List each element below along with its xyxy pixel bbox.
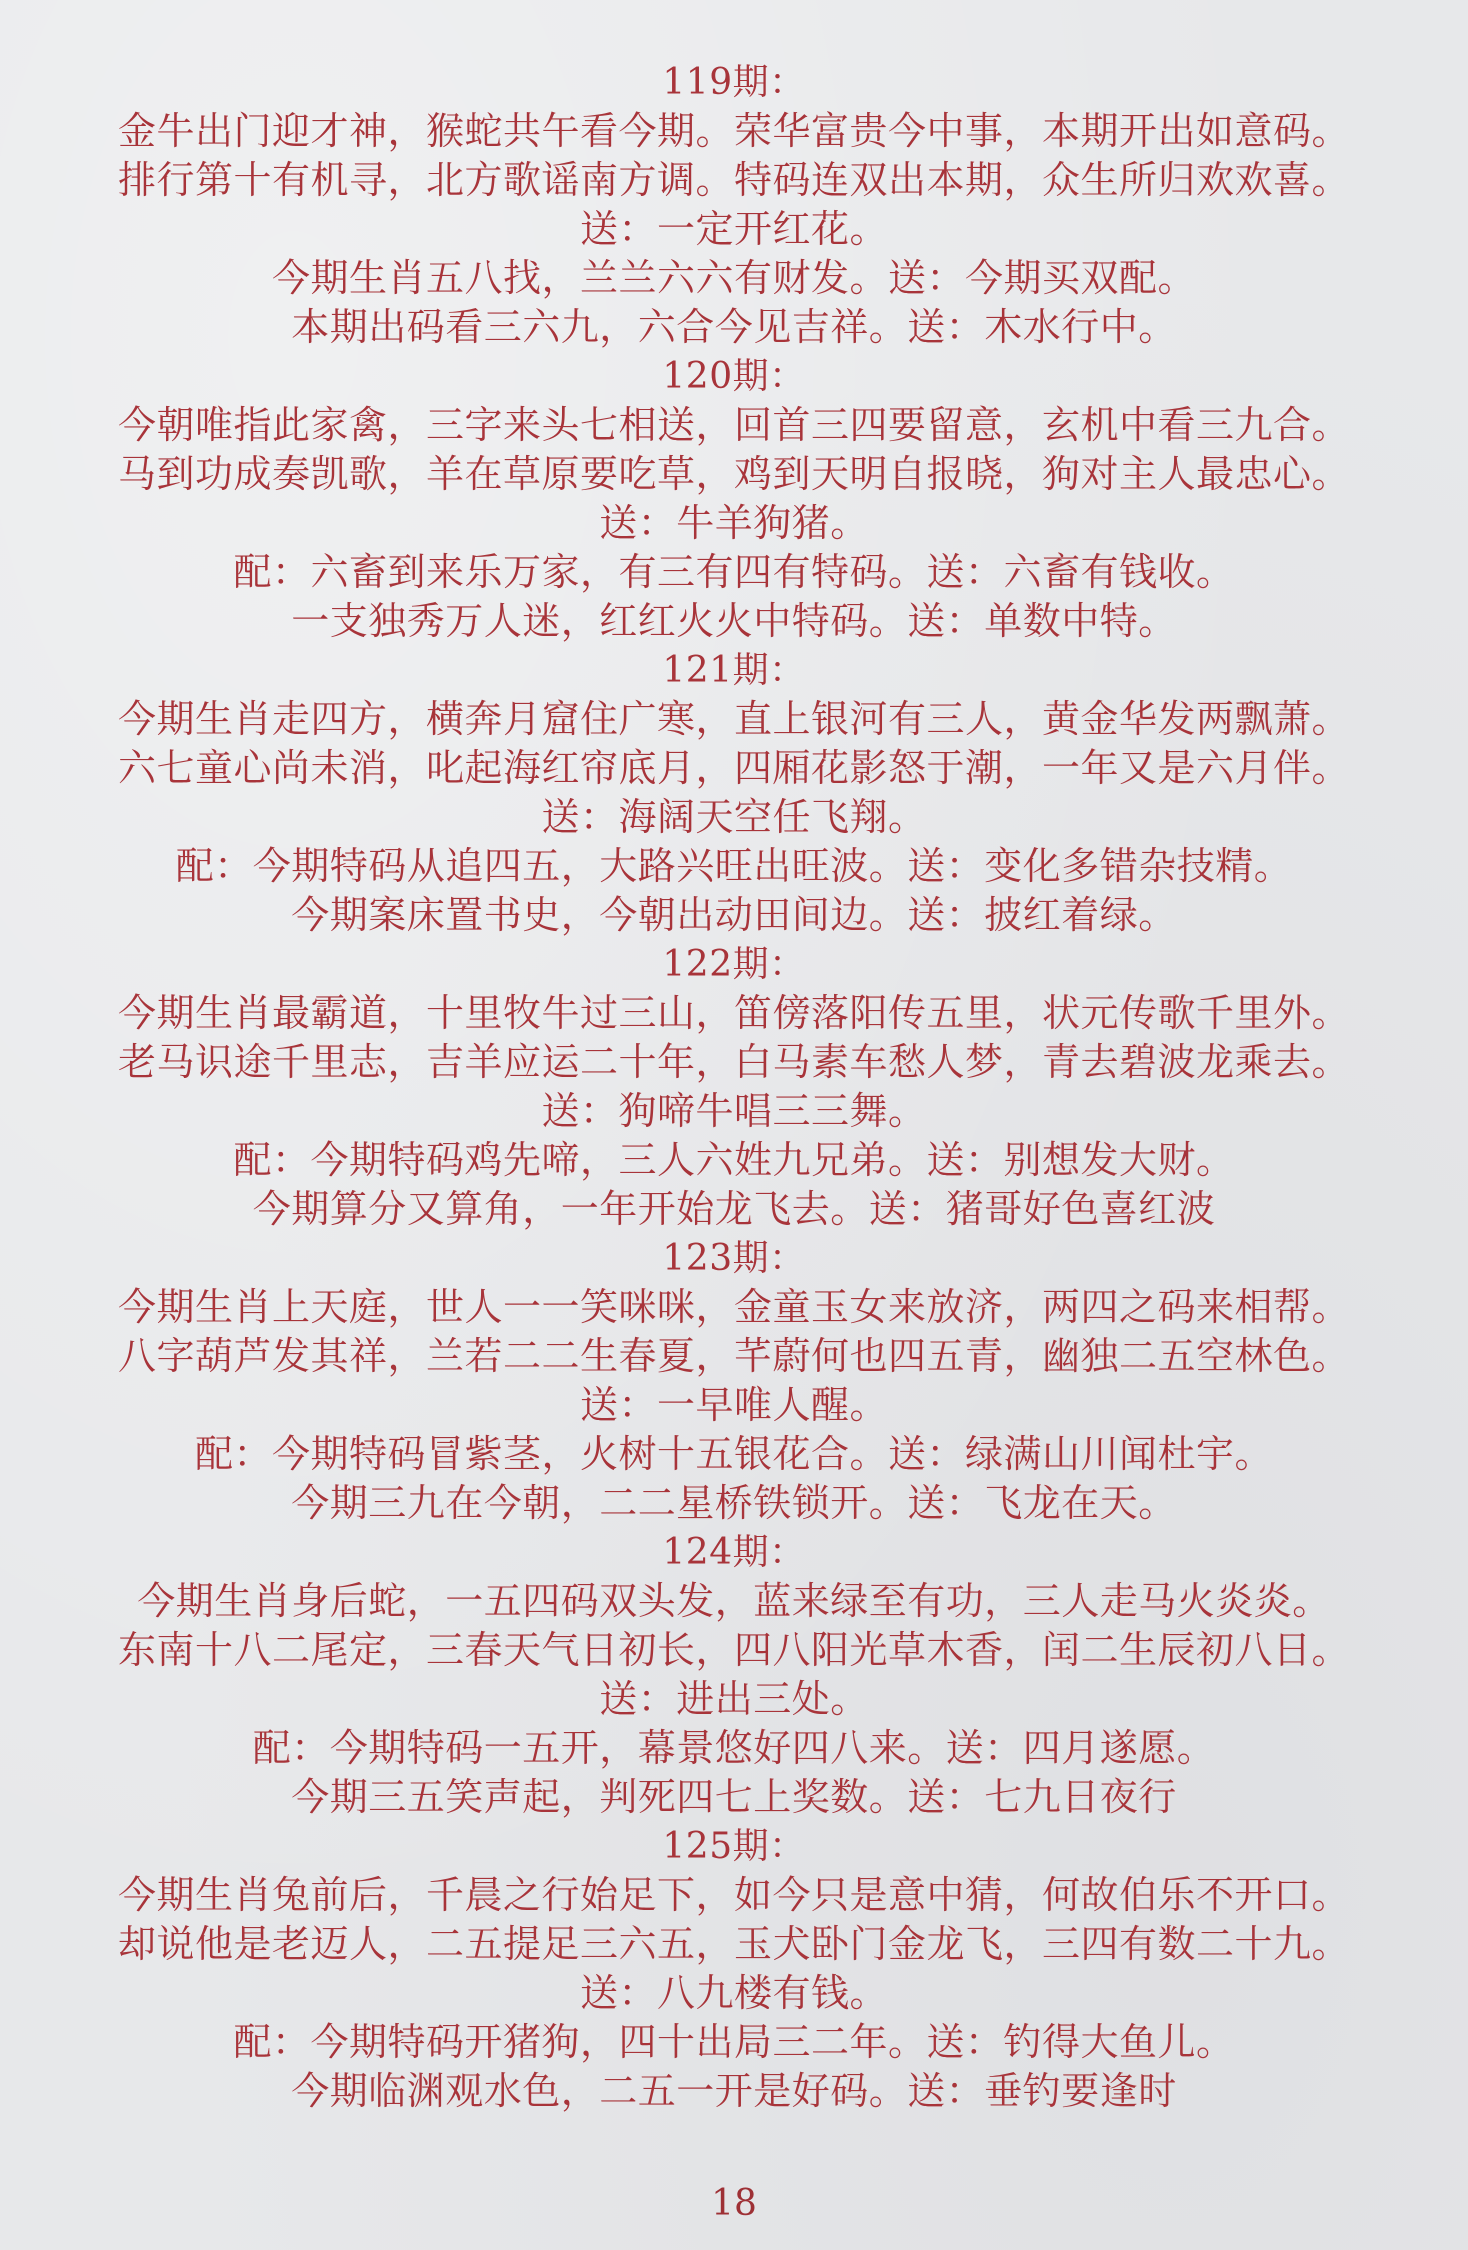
verse-line: 东南十八二尾定，三春天气日初长，四八阳光草木香，闰二生辰初八日。 — [117, 1628, 1350, 1672]
verse-line: 今期生肖最霸道，十里牧牛过三山，笛傍落阳传五里，状元传歌千里外。 — [117, 991, 1350, 1035]
period-heading: 122期： — [662, 944, 806, 985]
verse-line: 排行第十有机寻，北方歌谣南方调。特码连双出本期，众生所归欢欢喜。 — [117, 158, 1350, 202]
period-section — [0, 940, 1468, 1234]
verse-line: 送：进出三处。 — [599, 1677, 869, 1721]
verse-line: 马到功成奏凯歌，羊在草原要吃草，鸡到天明自报晓，狗对主人最忠心。 — [117, 452, 1350, 496]
period-section — [0, 352, 1468, 646]
verse-line: 今期三九在今朝，二二星桥铁锁开。送：飞龙在天。 — [291, 1481, 1177, 1525]
verse-line: 送：牛羊狗猪。 — [599, 501, 869, 545]
verse-line: 配：今期特码一五开，幕景悠好四八来。送：四月遂愿。 — [252, 1726, 1216, 1770]
period-heading: 125期： — [662, 1826, 806, 1867]
verse-line: 配：今期特码冒紫茎，火树十五银花合。送：绿满山川闻杜宇。 — [194, 1432, 1273, 1476]
period-heading: 121期： — [662, 650, 806, 691]
verse-line: 送：一定开红花。 — [579, 207, 888, 251]
verse-line: 今期三五笑声起，判死四七上奖数。送：七九日夜行 — [291, 1775, 1177, 1819]
verse-line: 六七童心尚未消，叱起海红帘底月，四厢花影怒于潮，一年又是六月伴。 — [117, 746, 1350, 790]
verse-line: 今期生肖五八找，兰兰六六有财发。送：今期买双配。 — [271, 256, 1196, 300]
period-section — [0, 1822, 1468, 2116]
verse-line: 送：一早唯人醒。 — [579, 1383, 888, 1427]
prediction-text-block — [0, 58, 1468, 2116]
verse-line: 今期生肖走四方，横奔月窟住广寒，直上银河有三人，黄金华发两飘萧。 — [117, 697, 1350, 741]
verse-line: 八字葫芦发其祥，兰若二二生春夏，芊蔚何也四五青，幽独二五空林色。 — [117, 1334, 1350, 1378]
verse-line: 送：海阔天空任飞翔。 — [541, 795, 927, 839]
verse-line: 配：今期特码鸡先啼，三人六姓九兄弟。送：别想发大财。 — [233, 1138, 1235, 1182]
verse-line: 却说他是老迈人，二五提足三六五，玉犬卧门金龙飞，三四有数二十九。 — [117, 1922, 1350, 1966]
verse-line: 一支独秀万人迷，红红火火中特码。送：单数中特。 — [291, 599, 1177, 643]
period-section — [0, 58, 1468, 352]
period-heading: 119期： — [662, 62, 806, 103]
verse-line: 配：今期特码从追四五，大路兴旺出旺波。送：变化多错杂技精。 — [175, 844, 1293, 888]
verse-line: 配：六畜到来乐万家，有三有四有特码。送：六畜有钱收。 — [233, 550, 1235, 594]
verse-line: 今期生肖上天庭，世人一一笑咪咪，金童玉女来放济，两四之码来相帮。 — [117, 1285, 1350, 1329]
verse-line: 今期案床置书史，今朝出动田间边。送：披红着绿。 — [291, 893, 1177, 937]
verse-line: 金牛出门迎才神，猴蛇共午看今期。荣华富贵今中事，本期开出如意码。 — [117, 109, 1350, 153]
period-section — [0, 646, 1468, 940]
verse-line: 今期临渊观水色，二五一开是好码。送：垂钓要逢时 — [291, 2069, 1177, 2113]
period-heading: 120期： — [662, 356, 806, 397]
verse-line: 配：今期特码开猪狗，四十出局三二年。送：钓得大鱼儿。 — [233, 2020, 1235, 2064]
period-heading: 123期： — [662, 1238, 806, 1279]
verse-line: 今期生肖兔前后，千晨之行始足下，如今只是意中猜，何故伯乐不开口。 — [117, 1873, 1350, 1917]
verse-line: 本期出码看三六九，六合今见吉祥。送：木水行中。 — [291, 305, 1177, 349]
verse-line: 今期算分又算角，一年开始龙飞去。送：猪哥好色喜红波 — [252, 1187, 1216, 1231]
verse-line: 送：八九楼有钱。 — [579, 1971, 888, 2015]
page-number: 18 — [711, 2183, 757, 2224]
period-section — [0, 1234, 1468, 1528]
verse-line: 今期生肖身后蛇，一五四码双头发，蓝来绿至有功，三人走马火炎炎。 — [137, 1579, 1331, 1623]
period-section — [0, 1528, 1468, 1822]
period-heading: 124期： — [662, 1532, 806, 1573]
verse-line: 老马识途千里志，吉羊应运二十年，白马素车愁人梦，青去碧波龙乘去。 — [117, 1040, 1350, 1084]
verse-line: 送：狗啼牛唱三三舞。 — [541, 1089, 927, 1133]
verse-line: 今朝唯指此家禽，三字来头七相送，回首三四要留意，玄机中看三九合。 — [117, 403, 1350, 447]
